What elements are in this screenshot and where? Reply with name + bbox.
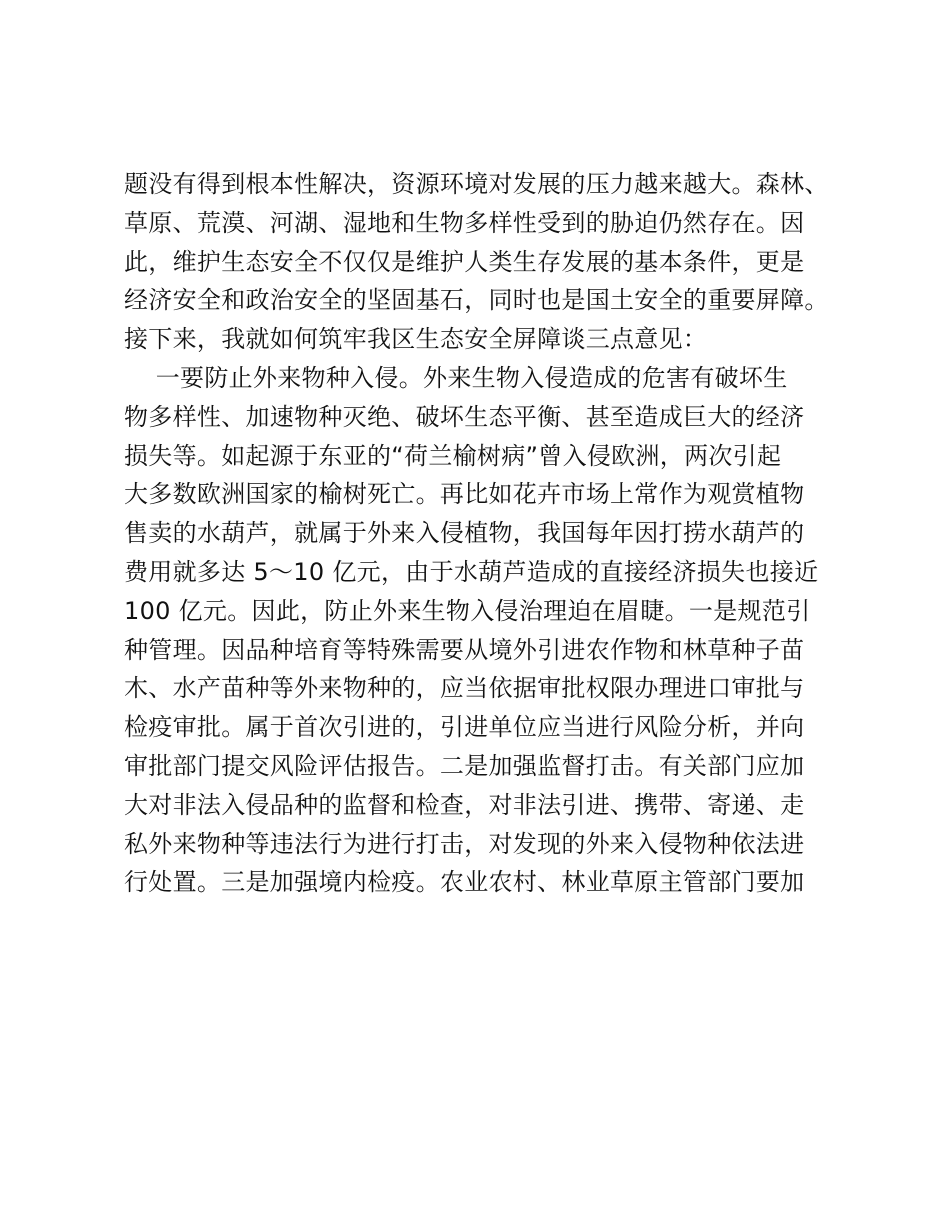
paragraph-start-line: 一要防止外来物种入侵。外来生物入侵造成的危害有破坏生 bbox=[124, 363, 788, 392]
text-line: 大多数欧洲国家的榆树死亡。再比如花卉市场上常作为观赏植物 bbox=[124, 480, 805, 509]
text-line: 售卖的水葫芦，就属于外来入侵植物，我国每年因打捞水葫芦的 bbox=[124, 519, 805, 548]
document-body bbox=[124, 165, 834, 902]
text-line: 审批部门提交风险评估报告。二是加强监督打击。有关部门应加 bbox=[124, 751, 805, 780]
text-line: 费用就多达 5～10 亿元，由于水葫芦造成的直接经济损失也接近 bbox=[124, 557, 819, 586]
text-line: 种管理。因品种培育等特殊需要从境外引进农作物和林草种子苗 bbox=[124, 635, 805, 664]
text-line: 损失等。如起源于东亚的“荷兰榆树病”曾入侵欧洲，两次引起 bbox=[124, 441, 782, 470]
text-line: 此，维护生态安全不仅仅是维护人类生存发展的基本条件，更是 bbox=[124, 247, 805, 276]
text-line: 经济安全和政治安全的坚固基石，同时也是国土安全的重要屏障。 bbox=[124, 286, 829, 315]
text-line: 木、水产苗种等外来物种的，应当依据审批权限办理进口审批与 bbox=[124, 674, 805, 703]
text-line: 大对非法入侵品种的监督和检查，对非法引进、携带、寄递、走 bbox=[124, 790, 805, 819]
text-line: 检疫审批。属于首次引进的，引进单位应当进行风险分析，并向 bbox=[124, 713, 805, 742]
text-line: 私外来物种等违法行为进行打击，对发现的外来入侵物种依法进 bbox=[124, 829, 805, 858]
text-line: 草原、荒漠、河湖、湿地和生物多样性受到的胁迫仍然存在。因 bbox=[124, 208, 805, 237]
text-line: 题没有得到根本性解决，资源环境对发展的压力越来越大。森林、 bbox=[124, 170, 829, 198]
text-line: 行处置。三是加强境内检疫。农业农村、林业草原主管部门要加 bbox=[124, 868, 805, 897]
text-line: 100 亿元。因此，防止外来生物入侵治理迫在眉睫。一是规范引 bbox=[124, 596, 811, 625]
text-line: 物多样性、加速物种灭绝、破坏生态平衡、甚至造成巨大的经济 bbox=[124, 402, 805, 431]
text-line: 接下来，我就如何筑牢我区生态安全屏障谈三点意见： bbox=[124, 325, 708, 354]
